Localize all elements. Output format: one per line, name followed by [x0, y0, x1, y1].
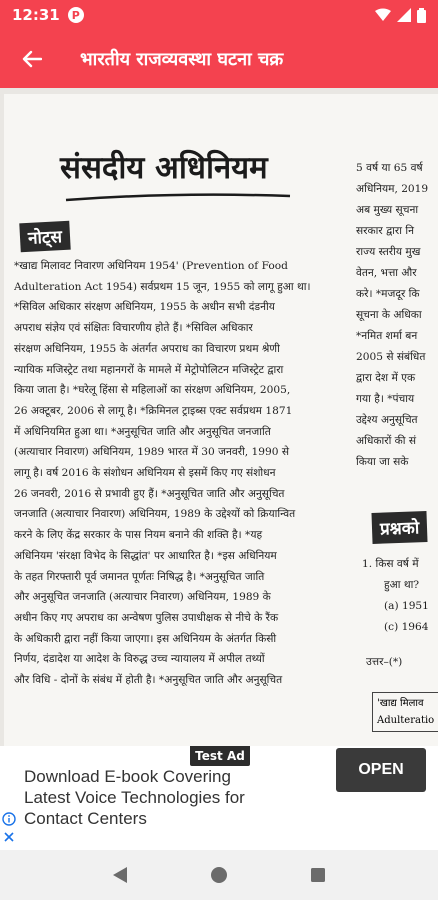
text-line: 5 वर्ष या 65 वर्ष: [356, 162, 423, 174]
text-line: अपराध संज्ञेय एवं संक्षितः विचारणीय होते हैं। *सिविल अधिकार: [14, 322, 253, 335]
home-circle-icon: [210, 866, 228, 884]
back-button[interactable]: [0, 30, 64, 88]
ad-close-icon[interactable]: [2, 830, 16, 844]
text-line: उद्देश्य अनुसूचित: [356, 414, 418, 426]
text-line: और अनुसूचित जनजाति (अत्याचार निवारण) अधिनियम, 1989 के: [14, 591, 271, 604]
text-line: अब मुख्य सूचना: [356, 204, 419, 216]
ad-banner[interactable]: [0, 746, 438, 850]
questions-badge: प्रश्नको: [371, 511, 427, 544]
app-notification-icon: P: [68, 7, 84, 23]
title-underline: [64, 190, 292, 204]
ad-text[interactable]: [24, 766, 245, 829]
text-line: *सिविल अधिकार संरक्षण अधिनियम, 1955 के अधीन सभी दंडनीय: [14, 301, 275, 314]
text-line: सूचना के अधिका: [356, 309, 422, 321]
text-line: सरकार द्वारा नि: [356, 225, 414, 237]
text-line: अधिकारों की सं: [356, 435, 417, 447]
ad-open-button[interactable]: OPEN: [336, 748, 426, 792]
text-line: 26 अक्टूबर, 2006 से लागू है। *क्रिमिनल ट्राइब्स एक्ट सर्वप्रथम 1871: [14, 404, 293, 417]
body-text: [14, 256, 352, 691]
test-ad-tag: Test Ad: [190, 746, 250, 766]
right-column: [354, 94, 438, 746]
text-line: न्यायिक मजिस्ट्रेट तथा महानगरों के मामले में मेट्रोपोलिटन मजिस्ट्रेट द्वारा: [14, 363, 284, 376]
text-line: करने के लिए केंद्र सरकार के पास नियम बनाने की शक्ति है। *यह: [14, 529, 263, 542]
recents-square-icon: [310, 867, 326, 883]
answer-line: Adulteratio: [377, 715, 435, 726]
ad-info-icon[interactable]: [2, 812, 16, 826]
ad-line: Contact Centers: [24, 809, 147, 828]
text-line: संरक्षण अधिनियम, 1955 के अंतर्गत अपराध का विचारण प्रथम श्रेणी: [14, 342, 280, 355]
text-line: *नमित शर्मा बन: [356, 330, 418, 342]
book-page-viewer[interactable]: [0, 88, 438, 746]
back-triangle-icon: [112, 866, 128, 884]
chapter-title: संसदीय अधिनियम: [60, 150, 268, 186]
nav-home-button[interactable]: [199, 855, 239, 895]
text-line: *खाद्य मिलावट निवारण अधिनियम 1954' (Prevention of Food: [14, 260, 288, 272]
text-line: करे। *मजदूर कि: [356, 288, 420, 300]
text-line: और विधि - दोनों के संबंध में होती है। *अनुसूचित जाति और अनुसूचित: [14, 674, 283, 687]
wifi-icon: [375, 8, 391, 22]
text-line: वेतन, भत्ता और: [356, 267, 417, 279]
status-bar: [0, 0, 438, 30]
notes-badge: नोट्स: [19, 221, 70, 253]
text-line: में अधिनियमित हुआ था। *अनुसूचित जाति और अनुसूचित जनजाति: [14, 425, 271, 438]
text-line: (अत्याचार निवारण) अधिनियम, 1989 भारत में 30 जनवरी, 1990 से: [14, 446, 290, 459]
text-line: 2005 से संबंधित: [356, 351, 426, 363]
text-line: के अधिकारी द्वारा नहीं किया जाएगा। इस अधिनियम के अंतर्गत किसी: [14, 632, 277, 645]
text-line: के तहत गिरफ्तारी पूर्व जमानत पूर्णतः निषिद्ध है। *अनुसूचित जाति: [14, 570, 265, 583]
left-column: [10, 94, 352, 746]
text-line: अधीन किए गए अपराध का अन्वेषण पुलिस उपाधीक्षक से नीचे के रैंक: [14, 611, 279, 624]
answer-box: [372, 692, 438, 732]
text-line: राज्य स्तरीय मुख: [356, 246, 421, 258]
app-title: भारतीय राजव्यवस्था घटना चक्र: [80, 49, 284, 70]
text-line: Adulteration Act 1954) सर्वप्रथम 15 जून, 1955 को लागू हुआ था।: [14, 280, 311, 293]
app-bar: [0, 30, 438, 88]
arrow-back-icon: [22, 50, 42, 68]
system-nav-bar: [0, 850, 438, 900]
nav-recents-button[interactable]: [298, 855, 338, 895]
text-line: लागू है। वर्ष 2016 के संशोधन अधिनियम से इसमें किए गए संशोधन: [14, 467, 276, 480]
text-line: किया जाता है। *घरेलू हिंसा से महिलाओं का संरक्षण अधिनियम, 2005,: [14, 384, 291, 397]
text-line: किया जा सके: [356, 456, 409, 468]
answer-label: उत्तर–(*): [366, 656, 403, 668]
option-a: (a) 1951: [384, 600, 429, 612]
book-page: [4, 94, 438, 746]
ad-line: Latest Voice Technologies for: [24, 788, 245, 807]
ad-line: Download E-book Covering: [24, 767, 231, 786]
text-line: गया है। *पंचाय: [356, 393, 415, 405]
text-line: अधिनियम 'संरक्षा विभेद के सिद्धांत' पर आधारित है। *इस अधिनियम: [14, 549, 277, 562]
signal-icon: [397, 8, 411, 22]
status-time: 12:31: [12, 6, 60, 24]
option-c: (c) 1964: [384, 621, 429, 633]
question-block: [362, 554, 429, 673]
right-column-text: [356, 158, 428, 473]
nav-back-button[interactable]: [100, 855, 140, 895]
text-line: निर्णय, दंडादेश या आदेश के विरुद्ध उच्च न्यायालय में अपील तथ्यों: [14, 653, 265, 666]
text-line: द्वारा देश में एक: [356, 372, 416, 384]
text-line: 26 जनवरी, 2016 से प्रभावी हुए हैं। *अनुसूचित जाति और अनुसूचित: [14, 487, 285, 500]
text-line: जनजाति (अत्याचार निवारण) अधिनियम, 1989 के उद्देश्यों को क्रियान्वित: [14, 508, 296, 521]
question-text-cont: हुआ था?: [384, 579, 420, 591]
text-line: अधिनियम, 2019: [356, 183, 429, 195]
battery-icon: [417, 8, 426, 23]
answer-line: 'खाद्य मिलाव: [377, 698, 424, 709]
status-icons: [375, 8, 426, 23]
question-text: 1. किस वर्ष में: [362, 558, 419, 570]
